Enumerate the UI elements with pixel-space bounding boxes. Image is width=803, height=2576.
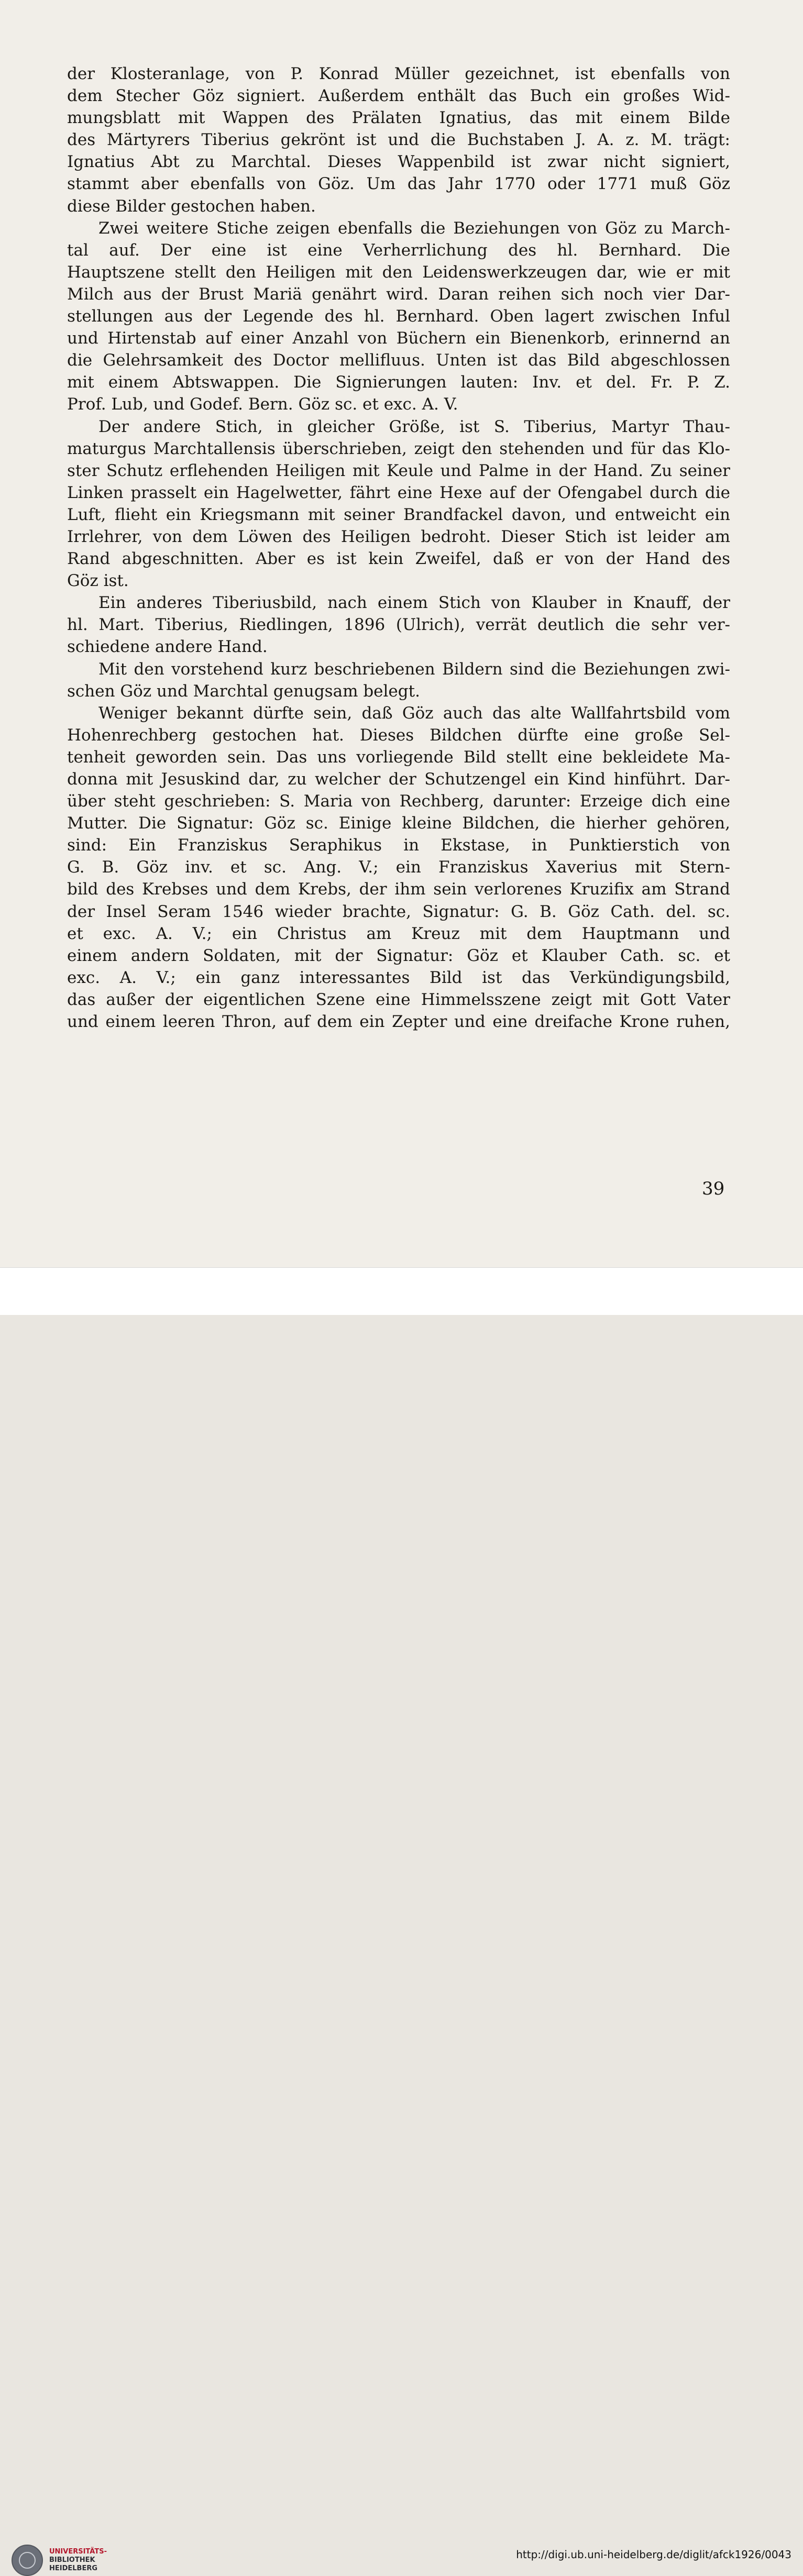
text-line: tal auf. Der eine ist eine Verherrlichung des hl. Bernhard. Die: [67, 240, 730, 260]
text-line: schiedene andere Hand.: [67, 637, 268, 657]
text-line: über steht geschrieben: S. Maria von Rechberg, darunter: Erzeige dich eine: [67, 792, 730, 811]
logo-line-2: BIBLIOTHEK: [49, 2556, 95, 2564]
text-line: maturgus Marchtallensis überschrieben, zeigt den stehenden und für das Klo-: [67, 439, 730, 458]
library-logo[interactable]: [12, 2545, 107, 2576]
text-line: donna mit Jesuskind dar, zu welcher der Schutzengel ein Kind hinführt. Dar-: [67, 770, 730, 789]
text-line: G. B. Göz inv. et sc. Ang. V.; ein Franziskus Xaverius mit Stern-: [67, 858, 730, 877]
text-line: Hauptszene stellt den Heiligen mit den Leidenswerkzeugen dar, wie er mit: [67, 262, 730, 282]
text-line: Irrlehrer, von dem Löwen des Heiligen bedroht. Dieser Stich ist leider am: [67, 527, 730, 546]
university-seal-icon: [12, 2545, 43, 2576]
text-line: Zwei weitere Stiche zeigen ebenfalls die Beziehungen von Göz zu March-: [98, 218, 730, 238]
text-line: bild des Krebses und dem Krebs, der ihm sein verlorenes Kruzifix am Strand: [67, 880, 730, 899]
text-line: Mit den vorstehend kurz beschriebenen Bildern sind die Beziehungen zwi-: [98, 659, 730, 679]
scanned-page: [0, 0, 803, 1267]
text-line: und Hirtenstab auf einer Anzahl von Büchern ein Bienenkorb, erinnernd an: [67, 329, 730, 348]
page-number: 39: [702, 1178, 725, 1199]
text-line: des Märtyrers Tiberius gekrönt ist und die Buchstaben J. A. z. M. trägt:: [67, 130, 730, 150]
text-line: einem andern Soldaten, mit der Signatur: Göz et Klauber Cath. sc. et: [67, 946, 730, 965]
text-line: Luft, flieht ein Kriegsmann mit seiner Brandfackel davon, und entweicht ein: [67, 505, 730, 524]
text-line: der Klosteranlage, von P. Konrad Müller gezeichnet, ist ebenfalls von: [67, 64, 730, 83]
text-line: das außer der eigentlichen Szene eine Himmelsszene zeigt mit Gott Vater: [67, 990, 730, 1009]
text-line: Ignatius Abt zu Marchtal. Dieses Wappenbild ist zwar nicht signiert,: [67, 152, 730, 172]
text-line: Prof. Lub, und Godef. Bern. Göz sc. et exc. A. V.: [67, 395, 458, 414]
text-line: schen Göz und Marchtal genugsam belegt.: [67, 681, 420, 701]
text-line: die Gelehrsamkeit des Doctor mellifluus. Unten ist das Bild abgeschlossen: [67, 351, 730, 370]
text-line: Göz ist.: [67, 571, 129, 591]
text-line: hl. Mart. Tiberius, Riedlingen, 1896 (Ulrich), verrät deutlich die sehr ver-: [67, 615, 730, 635]
text-line: der Insel Seram 1546 wieder brachte, Signatur: G. B. Göz Cath. del. sc.: [67, 902, 730, 921]
text-line: diese Bilder gestochen haben.: [67, 196, 316, 216]
footer-bar: [0, 1267, 803, 2572]
text-line: sind: Ein Franziskus Seraphikus in Ekstase, in Punktierstich von: [67, 836, 730, 855]
text-line: stammt aber ebenfalls von Göz. Um das Jahr 1770 oder 1771 muß Göz: [67, 174, 730, 194]
source-url-link[interactable]: http://digi.ub.uni-heidelberg.de/diglit/afck1926/0043: [516, 2548, 791, 2561]
text-line: Hohenrechberg gestochen hat. Dieses Bildchen dürfte eine große Sel-: [67, 725, 730, 745]
text-line: Der andere Stich, in gleicher Größe, ist S. Tiberius, Martyr Thau-: [98, 417, 730, 436]
text-line: Weniger bekannt dürfte sein, daß Göz auch das alte Wallfahrtsbild vom: [98, 703, 730, 723]
text-line: et exc. A. V.; ein Christus am Kreuz mit dem Hauptmann und: [67, 924, 730, 943]
text-line: Linken prasselt ein Hagelwetter, fährt eine Hexe auf der Ofengabel durch die: [67, 483, 730, 502]
text-line: Milch aus der Brust Mariä genährt wird. Daran reihen sich noch vier Dar-: [67, 284, 730, 304]
text-line: mit einem Abtswappen. Die Signierungen lauten: Inv. et del. Fr. P. Z.: [67, 373, 730, 392]
text-line: Rand abgeschnitten. Aber es ist kein Zweifel, daß er von der Hand des: [67, 549, 730, 569]
text-line: exc. A. V.; ein ganz interessantes Bild ist das Verkündigungsbild,: [67, 968, 730, 987]
logo-text: [49, 2548, 107, 2573]
text-line: stellungen aus der Legende des hl. Bernhard. Oben lagert zwischen Inful: [67, 307, 730, 326]
text-line: Mutter. Die Signatur: Göz sc. Einige kleine Bildchen, die hierher gehören,: [67, 814, 730, 833]
text-line: tenheit geworden sein. Das uns vorliegende Bild stellt eine bekleidete Ma-: [67, 747, 730, 767]
text-line: Ein anderes Tiberiusbild, nach einem Stich von Klauber in Knauff, der: [98, 593, 730, 613]
text-line: ster Schutz erflehenden Heiligen mit Keule und Palme in der Hand. Zu seiner: [67, 461, 730, 480]
body-text: [67, 63, 730, 1033]
text-line: und einem leeren Thron, auf dem ein Zepter und eine dreifache Krone ruhen,: [67, 1012, 730, 1032]
logo-line-1: UNIVERSITÄTS-: [49, 2548, 107, 2556]
logo-line-3: HEIDELBERG: [49, 2564, 98, 2572]
text-line: mungsblatt mit Wappen des Prälaten Ignatius, das mit einem Bilde: [67, 108, 730, 128]
text-line: dem Stecher Göz signiert. Außerdem enthält das Buch ein großes Wid-: [67, 86, 730, 106]
